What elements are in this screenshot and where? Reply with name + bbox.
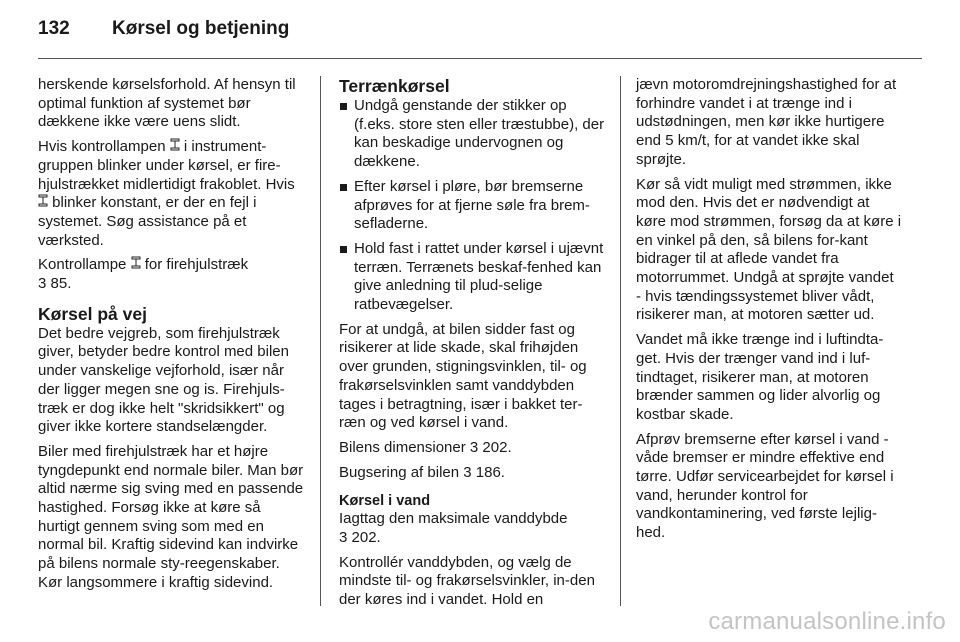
4wd-warning-icon: [170, 138, 180, 157]
paragraph: Det bedre vejgreb, som firehjulstræk giver, betyder bedre kontrol med bilen under vanskelige vejforhold, især når der ligger megen sne og is. Firehjuls-træk er dog ikke helt "skridsikkert" og giver ikke kortere standselængder.: [38, 324, 289, 436]
paragraph: For at undgå, at bilen sidder fast og risikerer at lide skade, skal frihøjden over grunden, stigningsvinklen, til- og frakørselsvinklen samt vanddybden tages i betragtning, især i bakket ter-ræn og ved kørsel i vand.: [339, 320, 587, 432]
subsection-heading: Kørsel i vand: [339, 493, 431, 510]
reference-arrow-icon: 3: [469, 438, 479, 456]
column-divider: [320, 76, 321, 606]
reference-arrow-icon: 3: [463, 463, 472, 481]
watermark: carmanualsonline.info: [708, 608, 946, 635]
column-2: [339, 76, 605, 616]
4wd-warning-icon: [131, 256, 141, 275]
page-title: Kørsel og betjening: [112, 18, 290, 39]
paragraph: Kontrollampe for firehjulstræk 3 85.: [38, 256, 249, 293]
paragraph: Afprøv bremserne efter kørsel i vand - våde bremser er mindre effektive end tørre. Udfør servicearbejdet for kørsel i vand, herunder kontrol for vandkontaminering, ved første lejlig-hed.: [636, 430, 894, 542]
paragraph: Kontrollér vanddybden, og vælg de mindste til- og frakørselsvinkler, in-den der køres ind i vandet. Hold en: [339, 553, 595, 609]
list-item: Hold fast i rattet under kørsel i ujævnt terræn. Terrænets beskaf-fenhed kan give anledning til plud-selige ratbevægelser.: [339, 240, 605, 315]
list-item: Undgå genstande der stikker op (f.eks. store sten eller træstubbe), der kan beskadige undervognen og dækkene.: [339, 97, 605, 172]
reference-arrow-icon: 3: [339, 529, 348, 547]
paragraph: jævn motoromdrejningshastighed for at forhindre vandet i at trænge ind i udstødningen, men kør ikke hurtigere end 5 km/t, for at vandet ikke skal sprøjte.: [636, 76, 897, 168]
list-item: Efter kørsel i pløre, bør bremserne afprøves for at fjerne søle fra brem-sefladerne.: [339, 178, 605, 234]
paragraph: Hvis kontrollampen i instrument-gruppen blinker under kørsel, er fire-hjulstrækket midlertidigt frakoblet. Hvis blinker konstant, er der en fejl i systemet. Søg assistance på et værksted.: [38, 138, 295, 249]
paragraph: Iagttag den maksimale vanddybde 3 202.: [339, 510, 568, 547]
paragraph: Biler med firehjulstræk har et højre tyngdepunkt end normale biler. Man bør altid nærme sig sving med en passende hastighed. Forsøg ikke at køre så hurtigt gennem sving som med en normal bil. Kraftig sidevind kan indvirke på bilens normale sty-reegenskaber. Kør langsommere i kraftig sidevind.: [38, 442, 304, 591]
paragraph: Bilens dimensioner 3 202.: [339, 438, 512, 456]
page-reference[interactable]: 85: [50, 275, 68, 293]
page-number: 132: [38, 18, 70, 39]
bullet-square-icon: [340, 246, 347, 253]
page-reference[interactable]: 202: [482, 438, 508, 456]
column-3: [636, 76, 902, 549]
bullet-square-icon: [340, 103, 347, 110]
4wd-warning-icon: [38, 194, 48, 213]
page-reference[interactable]: 186: [475, 463, 501, 481]
bullet-square-icon: [340, 184, 347, 191]
header-rule: [38, 58, 922, 59]
paragraph: herskende kørselsforhold. Af hensyn til optimal funktion af systemet bør dækkene ikke være uens slidt.: [38, 76, 296, 131]
reference-arrow-icon: 3: [38, 275, 47, 293]
column-divider: [620, 76, 621, 606]
paragraph: Kør så vidt muligt med strømmen, ikke mod den. Hvis det er nødvendigt at køre mod strømmen, forsøg da at køre i en vinkel på den, så bilens for-kant bidrager til at aflede vandet fra motorrummet. Undgå at sprøjte vandet - hvis tændingssystemet bliver vådt, risikerer man, at motoren sætter ud.: [636, 175, 902, 324]
page-reference[interactable]: 202: [351, 529, 377, 547]
section-heading: Terrænkørsel: [339, 76, 450, 96]
column-1: [38, 76, 304, 599]
section-heading: Kørsel på vej: [38, 303, 147, 324]
paragraph: Vandet må ikke trænge ind i luftindta-get. Hvis der trænger vand ind i luf-tindtaget, risikerer man, at motoren brænder sammen og lider alvorlig og kostbar skade.: [636, 331, 884, 423]
paragraph: Bugsering af bilen 3 186.: [339, 463, 505, 481]
page-header: [38, 18, 289, 40]
